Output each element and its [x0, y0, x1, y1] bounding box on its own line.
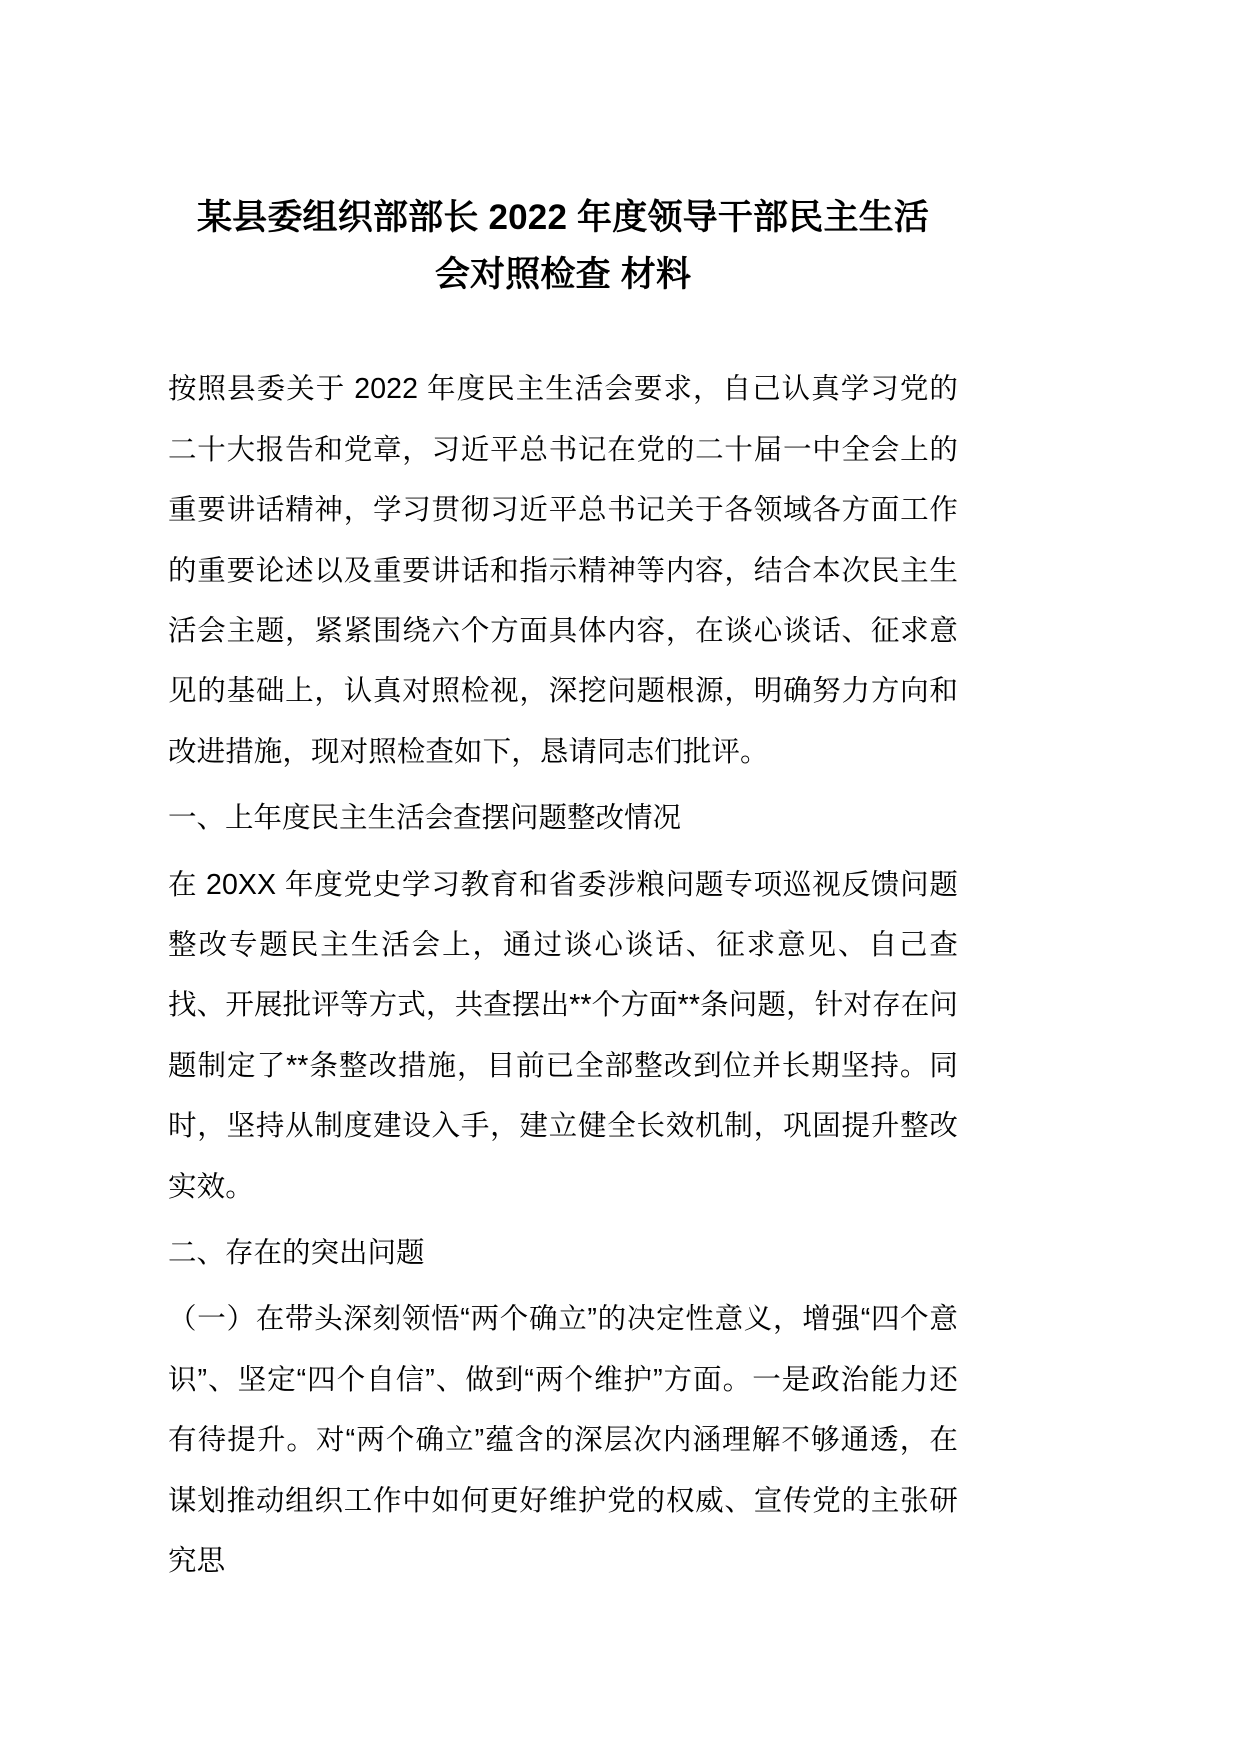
page-title	[168, 190, 958, 303]
paragraph-section-2-item-1: （一）在带头深刻领悟“两个确立”的决定性意义，增强“四个意识”、坚定“四个自信”、做到“两个维护”方面。一是政治能力还有待提升。对“两个确立”蕴含的深层次内涵理解不够通透，在谋划推动组织工作中如何更好维护党的权威、宣传党的主张研究思	[168, 1303, 958, 1578]
document-content	[168, 190, 958, 1598]
paragraph-intro: 按照县委关于 2022 年度民主生活会要求，自己认真学习党的二十大报告和党章，习近平总书记在党的二十届一中全会上的重要讲话精神，学习贯彻习近平总书记关于各领域各方面工作的重要论述以及重要讲话和指示精神等内容，结合本次民主生活会主题，紧紧围绕六个方面具体内容，在谈心谈话、征求意见的基础上，认真对照检视，深挖问题根源，明确努力方向和改进措施，现对照检查如下，恳请同志们批评。	[168, 373, 958, 768]
page-title-line-1: 某县委组织部部长 2022 年度领导干部民主生活会对照检查	[196, 198, 930, 294]
page-title-line-2: 材料	[620, 254, 692, 294]
document-body	[168, 359, 958, 1591]
paragraph-section-1-body: 在 20XX 年度党史学习教育和省委涉粮问题专项巡视反馈问题整改专题民主生活会上，通过谈心谈话、征求意见、自己查找、开展批评等方式，共查摆出**个方面**条问题，针对存在问题制定了**条整改措施，目前已全部整改到位并长期坚持。同时，坚持从制度建设入手，建立健全长效机制，巩固提升整改实效。	[168, 868, 958, 1203]
section-heading-2: 二、存在的突出问题	[168, 1237, 425, 1270]
section-heading-1: 一、上年度民主生活会查摆问题整改情况	[168, 802, 682, 835]
